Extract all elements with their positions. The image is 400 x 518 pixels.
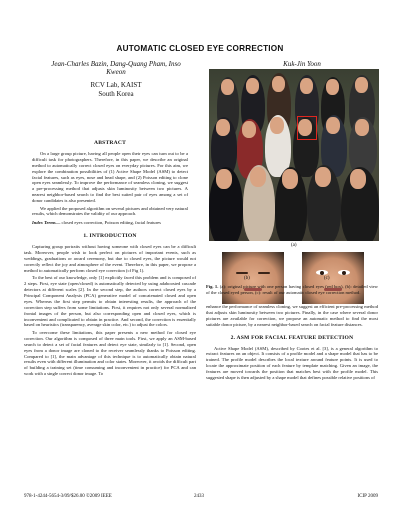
face [270,117,284,134]
intro-paragraph: Capturing group portraits without having someone with closed eyes can be a difficult task. Moreover, people wish to look perfect on pictures of important events, such as weddings, graduations or award ceremony, but due to closed eyes, the picture would not correctly reflect the joy and atmosphere of the event. Therefore, in this paper, we propose a method to automatically perform closed eye correction (cf Fig 1). [24,244,196,273]
face [272,76,285,92]
right-column [206,304,378,382]
group-photo [209,69,379,241]
index-terms [24,220,196,226]
footer-copyright: 978-1-4244-5654-3/09/$26.00 ©2009 IEEE [24,494,112,499]
face [355,119,369,136]
face [315,167,331,187]
affiliation-left-lab: RCV Lab, KAIST [90,81,142,89]
closed-eye-right [258,272,270,274]
figure-caption [206,284,378,296]
figure-1 [206,36,378,299]
footer-page-number: 2433 [194,494,204,499]
face [242,121,256,138]
figure-label-b: (b) [244,276,250,281]
face [350,169,366,189]
intro-heading: 1. INTRODUCTION [83,233,137,240]
abstract-heading: ABSTRACT [93,140,127,146]
face [355,77,368,93]
section-2-heading: 2. ASM FOR FACIAL FEATURE DETECTION [230,334,354,341]
face [250,167,266,187]
figure-caption-text: (a): original picture with one person having closed eyes (red box), (b): detailed view of the closed eyed person, (c): result of our automatic closed eye correction method. [206,284,379,295]
affiliation-left [76,81,156,99]
open-eye-left [316,270,328,275]
figure-label-a: (a) [291,243,297,248]
body-paragraph: enhance the performance of seamless cloning, we suggest an efficient pre-processing method that adjusts skin luminosity between two pictures. Finally, in the case where several donor pictures are available for correction, we propose an automatic method to find the most suitable donor picture, by a nearest neighbor-based search on facial feature distances. [206,304,378,327]
open-eye-right [338,270,350,275]
intro-paragraph: To the best of our knowledge, only [1] explicitly faced this problem and is composed of 2 steps. First, eye state (open/closed) is automatically detected by using adaboosted cascade detectors at different scales [2]. In the second step, the authors correct closed eyes by a Principal Component Analysis (PCA) generative model of concatenated closed and open eyes. Whereas the first step permits to obtain interesting results, the approach of the correction step suffers from some limitations. First, it requires not only several normalized frontal images of the person, but also corresponding open and closed eyes, which is inconvenient and complicated to obtain in practice. And second, the correction is essentially based on heuristics (transparency, average skin color, etc.) to adjust the colors. [24,275,196,328]
closed-eye-highlight-box [297,116,317,140]
crop-corrected-eyes [302,252,364,304]
face [282,169,298,189]
face [216,169,232,189]
authors-left: Jean-Charles Bazin, Dang-Quang Pham, Inso Kweon [51,60,181,76]
paper-title: AUTOMATIC CLOSED EYE CORRECTION [116,44,284,53]
footer-conference: ICIP 2009 [357,494,378,499]
index-terms-label: Index Terms— [32,220,61,226]
face [246,78,259,94]
index-terms-text: closed eyes correction, Poisson editing, facial features [60,220,161,226]
crop-closed-eyes [222,252,284,304]
abstract-paragraph: On a large group picture, having all people open their eyes can turn out to be a difficult task for photographers. Therefore, in this paper, we describe an original method to automatically correct closed eyes on everyday pictures. For this aim, we explore the combination possibilities of (1) Active Shape Model (ASM) to detect facial features, such as eyes, nose and head shape, and (2) Poisson editing to clone open eyes seamlessly. To improve the performance of seamless cloning, we suggest a pre-processing method that adjusts skin luminosity between two pictures. A nearest neighbor-based search to find the best suited pair of eyes among a set of donor candidates is also presented. [32,150,188,204]
intro-paragraph: To overcome these limitations, this paper presents a new method for closed eye correction. Our algorithm is composed of three main tools. First, we apply an ASM-based search to detect a set of facial features and detect eye state, similarly to [1]. Second, open eyes from a donor image are cloned to the receiver seamlessly thanks to Poisson editing. Compared to [1], the main advantage of this technique is to automatically obtain natural results even with different illumination and color states. Moreover, it avoids the difficult part of building a training set (time consuming and inconvenient in practice) for PCA and can work with a single correct donor image. To [24,329,196,377]
affiliation-left-country: South Korea [98,90,134,98]
left-column [24,138,196,379]
face [326,79,339,95]
authors-right: Kuk-Jin Yoon [283,60,321,68]
body-paragraph: Active Shape Model (ASM), described by Cootes et al. [3], is a general algorithm to extract features on an object. It consists of a profile model and a shape model that has to be trained. The profile model describes the local texture around feature points. It is used to locate the approximate position of each feature by template matching. Given an image, the features are moved towards the position that matches best with the profile model. This suggested shape is then adjusted by a shape model that defines possible relative positions of [206,345,378,381]
face [221,79,234,95]
closed-eye-left [236,272,248,274]
face [326,117,340,134]
figure-label-c: (c) [324,276,330,281]
abstract-paragraph: We applied the proposed algorithm on several pictures and obtained very natural results, which demonstrates the validity of our approach. [32,205,188,217]
face [300,78,313,94]
face [216,119,230,136]
figure-caption-label: Fig. 1. [206,284,219,289]
